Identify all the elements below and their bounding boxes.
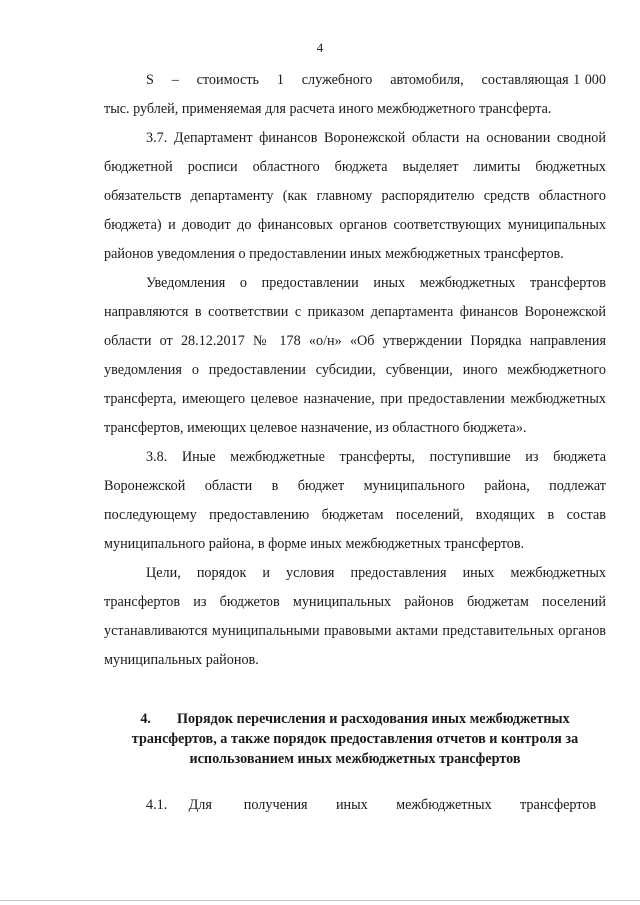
section-4-number: 4. (140, 711, 151, 727)
page-number: 4 (316, 40, 324, 55)
spacer (104, 769, 606, 791)
page-bottom-edge (0, 900, 640, 901)
section-4-title-line-2: трансфертов, а также порядок предоставления отчетов и контроля за (131, 731, 579, 747)
document-body (104, 66, 606, 820)
paragraph-goals: Цели, порядок и условия предоставления иных межбюджетных трансфертов из бюджетов муниципальных районов бюджетам поселений устанавливаются муниципальными правовыми актами представительных органов муниципальных районов. (104, 565, 606, 668)
paragraph-3-7: 3.7. Департамент финансов Воронежской области на основании сводной бюджетной росписи областного бюджета выделяет лимиты бюджетных обязательств департаменту (как главному распорядителю средств областного бюджета) и доводит до финансовых органов соответствующих муниципальных районов уведомления о предоставлении иных межбюджетных трансфертов. (104, 130, 606, 262)
paragraph-3-8: 3.8. Иные межбюджетные трансферты, поступившие из бюджета Воронежской области в бюджет муниципального района, подлежат последующему предоставлению бюджетам поселений, входящих в состав муниципального района, в форме иных межбюджетных трансфертов. (104, 449, 606, 552)
paragraph-4-1: 4.1. Для получения иных межбюджетных трансфертов (146, 797, 597, 813)
section-4-heading (104, 709, 606, 769)
section-4-title-line-1: Порядок перечисления и расходования иных межбюджетных (176, 711, 570, 727)
section-4-title-line-3: использованием иных межбюджетных трансфертов (189, 751, 521, 767)
spacer (104, 675, 606, 709)
paragraph-s-definition: S – стоимость 1 служебного автомобиля, составляющая 1 000 тыс. рублей, применяемая для расчета иного межбюджетного трансферта. (104, 72, 606, 117)
paragraph-notifications: Уведомления о предоставлении иных межбюджетных трансфертов направляются в соответствии с приказом департамента финансов Воронежской области от 28.12.2017 № 178 «о/н» «Об утверждении Порядка направления уведомления о предоставлении субсидии, субвенции, иного межбюджетного трансферта, имеющего целевое назначение, при предоставлении межбюджетных трансфертов, имеющих целевое назначение, из областного бюджета». (104, 275, 606, 436)
